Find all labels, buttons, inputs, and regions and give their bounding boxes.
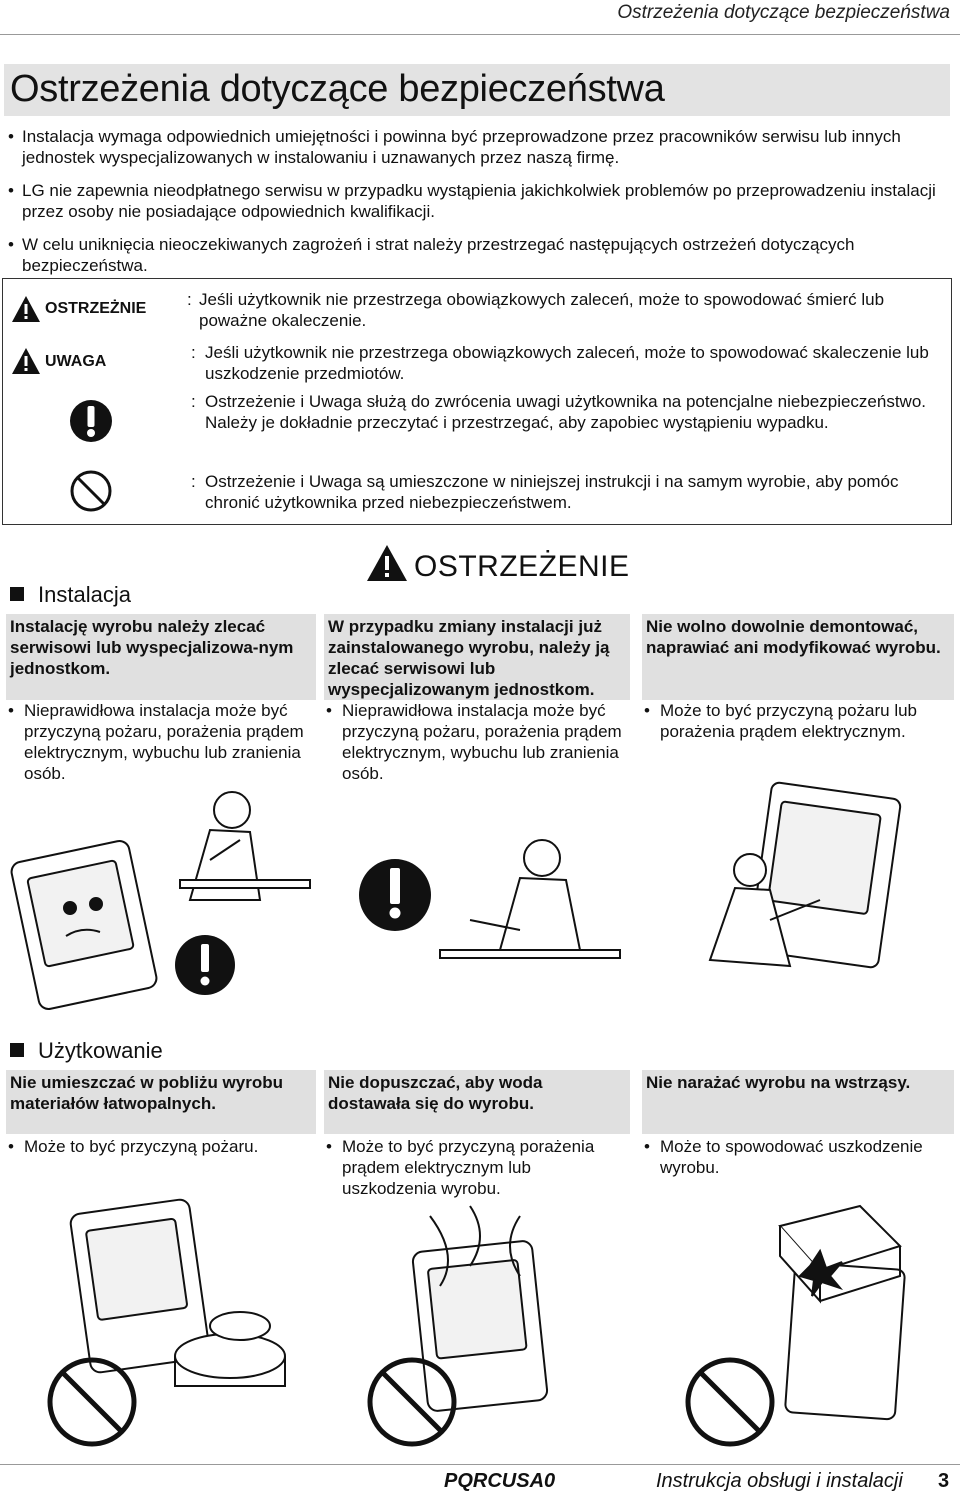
intro-item: • LG nie zapewnia nieodpłatnego serwisu w przypadku wystąpienia jakichkolwiek problemów po przeprowadzeniu instalacji przez osoby nie posiadające odpowiednich kwalifikacji. — [8, 180, 948, 222]
usage-col3-bullet: • Może to spowodować uszkodzenie wyrobu. — [644, 1136, 944, 1178]
attention-description: : Ostrzeżenie i Uwaga służą do zwrócenia uwagi użytkownika na potencjalne niebezpieczeństwo. Należy je dokładnie przeczytać i przestrzegać, aby zapobiec wystąpieniu wypadku. — [191, 392, 927, 432]
symbol-legend — [2, 278, 952, 525]
footer-rule — [0, 1464, 960, 1465]
page-title: Ostrzeżenia dotyczące bezpieczeństwa — [10, 68, 665, 110]
prohibited-icon — [69, 469, 113, 513]
prohibited-description: : Ostrzeżenie i Uwaga są umieszczone w niniejszej instrukcji i na samym wyrobie, aby pomóc chronić użytkownika przed niebezpieczeństwem. — [191, 472, 899, 512]
install-col1-bullet: • Nieprawidłowa instalacja może być przyczyną pożaru, porażenia prądem elektrycznym, wybuchu lub zranienia osób. — [8, 700, 308, 784]
usage-col2-title: Nie dopuszczać, aby woda dostawała się do wyrobu. — [324, 1070, 630, 1134]
usage-col3-title: Nie narażać wyrobu na wstrząsy. — [642, 1070, 954, 1134]
usage-col2-body — [326, 1136, 626, 1199]
technician-illustration — [180, 792, 310, 900]
technician-phone-illustration — [440, 840, 620, 958]
prohibited-icon — [688, 1360, 772, 1444]
controller-impact-illustration — [780, 1206, 905, 1420]
install-col3-bullet: • Może to być przyczyną pożaru lub porażenia prądem elektrycznym. — [644, 700, 952, 742]
prohibited-icon — [50, 1360, 134, 1444]
mandatory-icon — [69, 399, 113, 443]
usage-col1-body — [8, 1136, 308, 1157]
prohibited-description-text: Ostrzeżenie i Uwaga są umieszczone w niniejszej instrukcji i na samym wyrobie, aby pomóc chronić użytkownika przed niebezpieczeństwem. — [205, 472, 899, 512]
caution-description: : Jeśli użytkownik nie przestrzega obowiązkowych zaleceń, może to spowodować skaleczenie lub uszkodzenie przedmiotów. — [191, 343, 929, 383]
install-col2-title: W przypadku zmiany instalacji już zainstalowanego wyrobu, należy ją zlecać serwisowi lub wyspecjalizowanym jednostkom. — [324, 614, 630, 700]
installation-illustrations — [0, 780, 960, 1030]
manual-title: Instrukcja obsługi i instalacji — [656, 1470, 903, 1492]
install-col2-bullet: • Nieprawidłowa instalacja może być przyczyną pożaru, porażenia prądem elektrycznym, wybuchu lub zranienia osób. — [326, 700, 626, 784]
caution-description-text: Jeśli użytkownik nie przestrzega obowiązkowych zaleceń, może to spowodować skaleczenie lub uszkodzenie przedmiotów. — [205, 343, 929, 383]
intro-list — [8, 126, 948, 288]
warning-description-text: Jeśli użytkownik nie przestrzega obowiązkowych zaleceń, może to spowodować śmierć lub poważne okaleczenie. — [199, 290, 885, 330]
section-marker-icon — [10, 587, 24, 601]
controller-repair-illustration — [710, 782, 901, 968]
usage-col3-body — [644, 1136, 944, 1178]
warning-triangle-icon — [11, 295, 41, 323]
installation-heading-text: Instalacja — [38, 582, 131, 607]
usage-col1-title: Nie umieszczać w pobliżu wyrobu materiałów łatwopalnych. — [6, 1070, 316, 1134]
controller-water-illustration — [412, 1206, 548, 1412]
install-col3-title: Nie wolno dowolnie demontować, naprawiać ani modyfikować wyrobu. — [642, 614, 954, 700]
angry-controller-illustration — [10, 839, 159, 1011]
warning-heading-text: OSTRZEŻENIE — [414, 550, 630, 583]
usage-illustrations — [0, 1196, 960, 1458]
usage-col2-bullet: • Może to być przyczyną porażenia prądem elektrycznym lub uszkodzenia wyrobu. — [326, 1136, 626, 1199]
install-col3-body — [644, 700, 952, 742]
title-band — [4, 64, 950, 116]
intro-item: • W celu uniknięcia nieoczekiwanych zagrożeń i strat należy przestrzegać następujących ostrzeżeń dotyczących bezpieczeństwa. — [8, 234, 948, 276]
header-rule — [0, 34, 960, 35]
attention-description-text: Ostrzeżenie i Uwaga służą do zwrócenia uwagi użytkownika na potencjalne niebezpieczeństwo. Należy je dokładnie przeczytać i przestrzegać, aby zapobiec wystąpieniu wypadku. — [205, 392, 927, 432]
installation-heading — [10, 582, 131, 608]
usage-heading-text: Użytkowanie — [38, 1038, 163, 1063]
page-number: 3 — [938, 1470, 950, 1492]
caution-triangle-icon — [11, 347, 41, 375]
usage-heading — [10, 1038, 163, 1064]
mandatory-icon — [175, 935, 235, 995]
warning-description: : Jeśli użytkownik nie przestrzega obowiązkowych zaleceń, może to spowodować śmierć lub poważne okaleczenie. — [187, 290, 885, 330]
mandatory-icon — [359, 859, 431, 931]
warning-label: OSTRZEŻNIE — [45, 300, 147, 317]
warning-heading — [366, 544, 630, 584]
intro-item: • Instalacja wymaga odpowiednich umiejętności i powinna być przeprowadzone przez pracowników serwisu lub innych jednostek wyspecjalizowanych w instalowaniu i uznawanych przez naszą firmę. — [8, 126, 948, 168]
running-header: Ostrzeżenia dotyczące bezpieczeństwa — [617, 2, 950, 23]
model-code: PQRCUSA0 — [444, 1470, 556, 1492]
usage-col1-bullet: • Może to być przyczyną pożaru. — [8, 1136, 308, 1157]
caution-label: UWAGA — [45, 353, 107, 370]
install-col1-title: Instalację wyrobu należy zlecać serwisowi lub wyspecjalizowa-nym jednostkom. — [6, 614, 316, 700]
warning-triangle-icon — [366, 544, 408, 582]
install-col1-body — [8, 700, 308, 784]
install-col2-body — [326, 700, 626, 784]
controller-near-stove-illustration — [69, 1198, 285, 1386]
section-marker-icon — [10, 1043, 24, 1057]
